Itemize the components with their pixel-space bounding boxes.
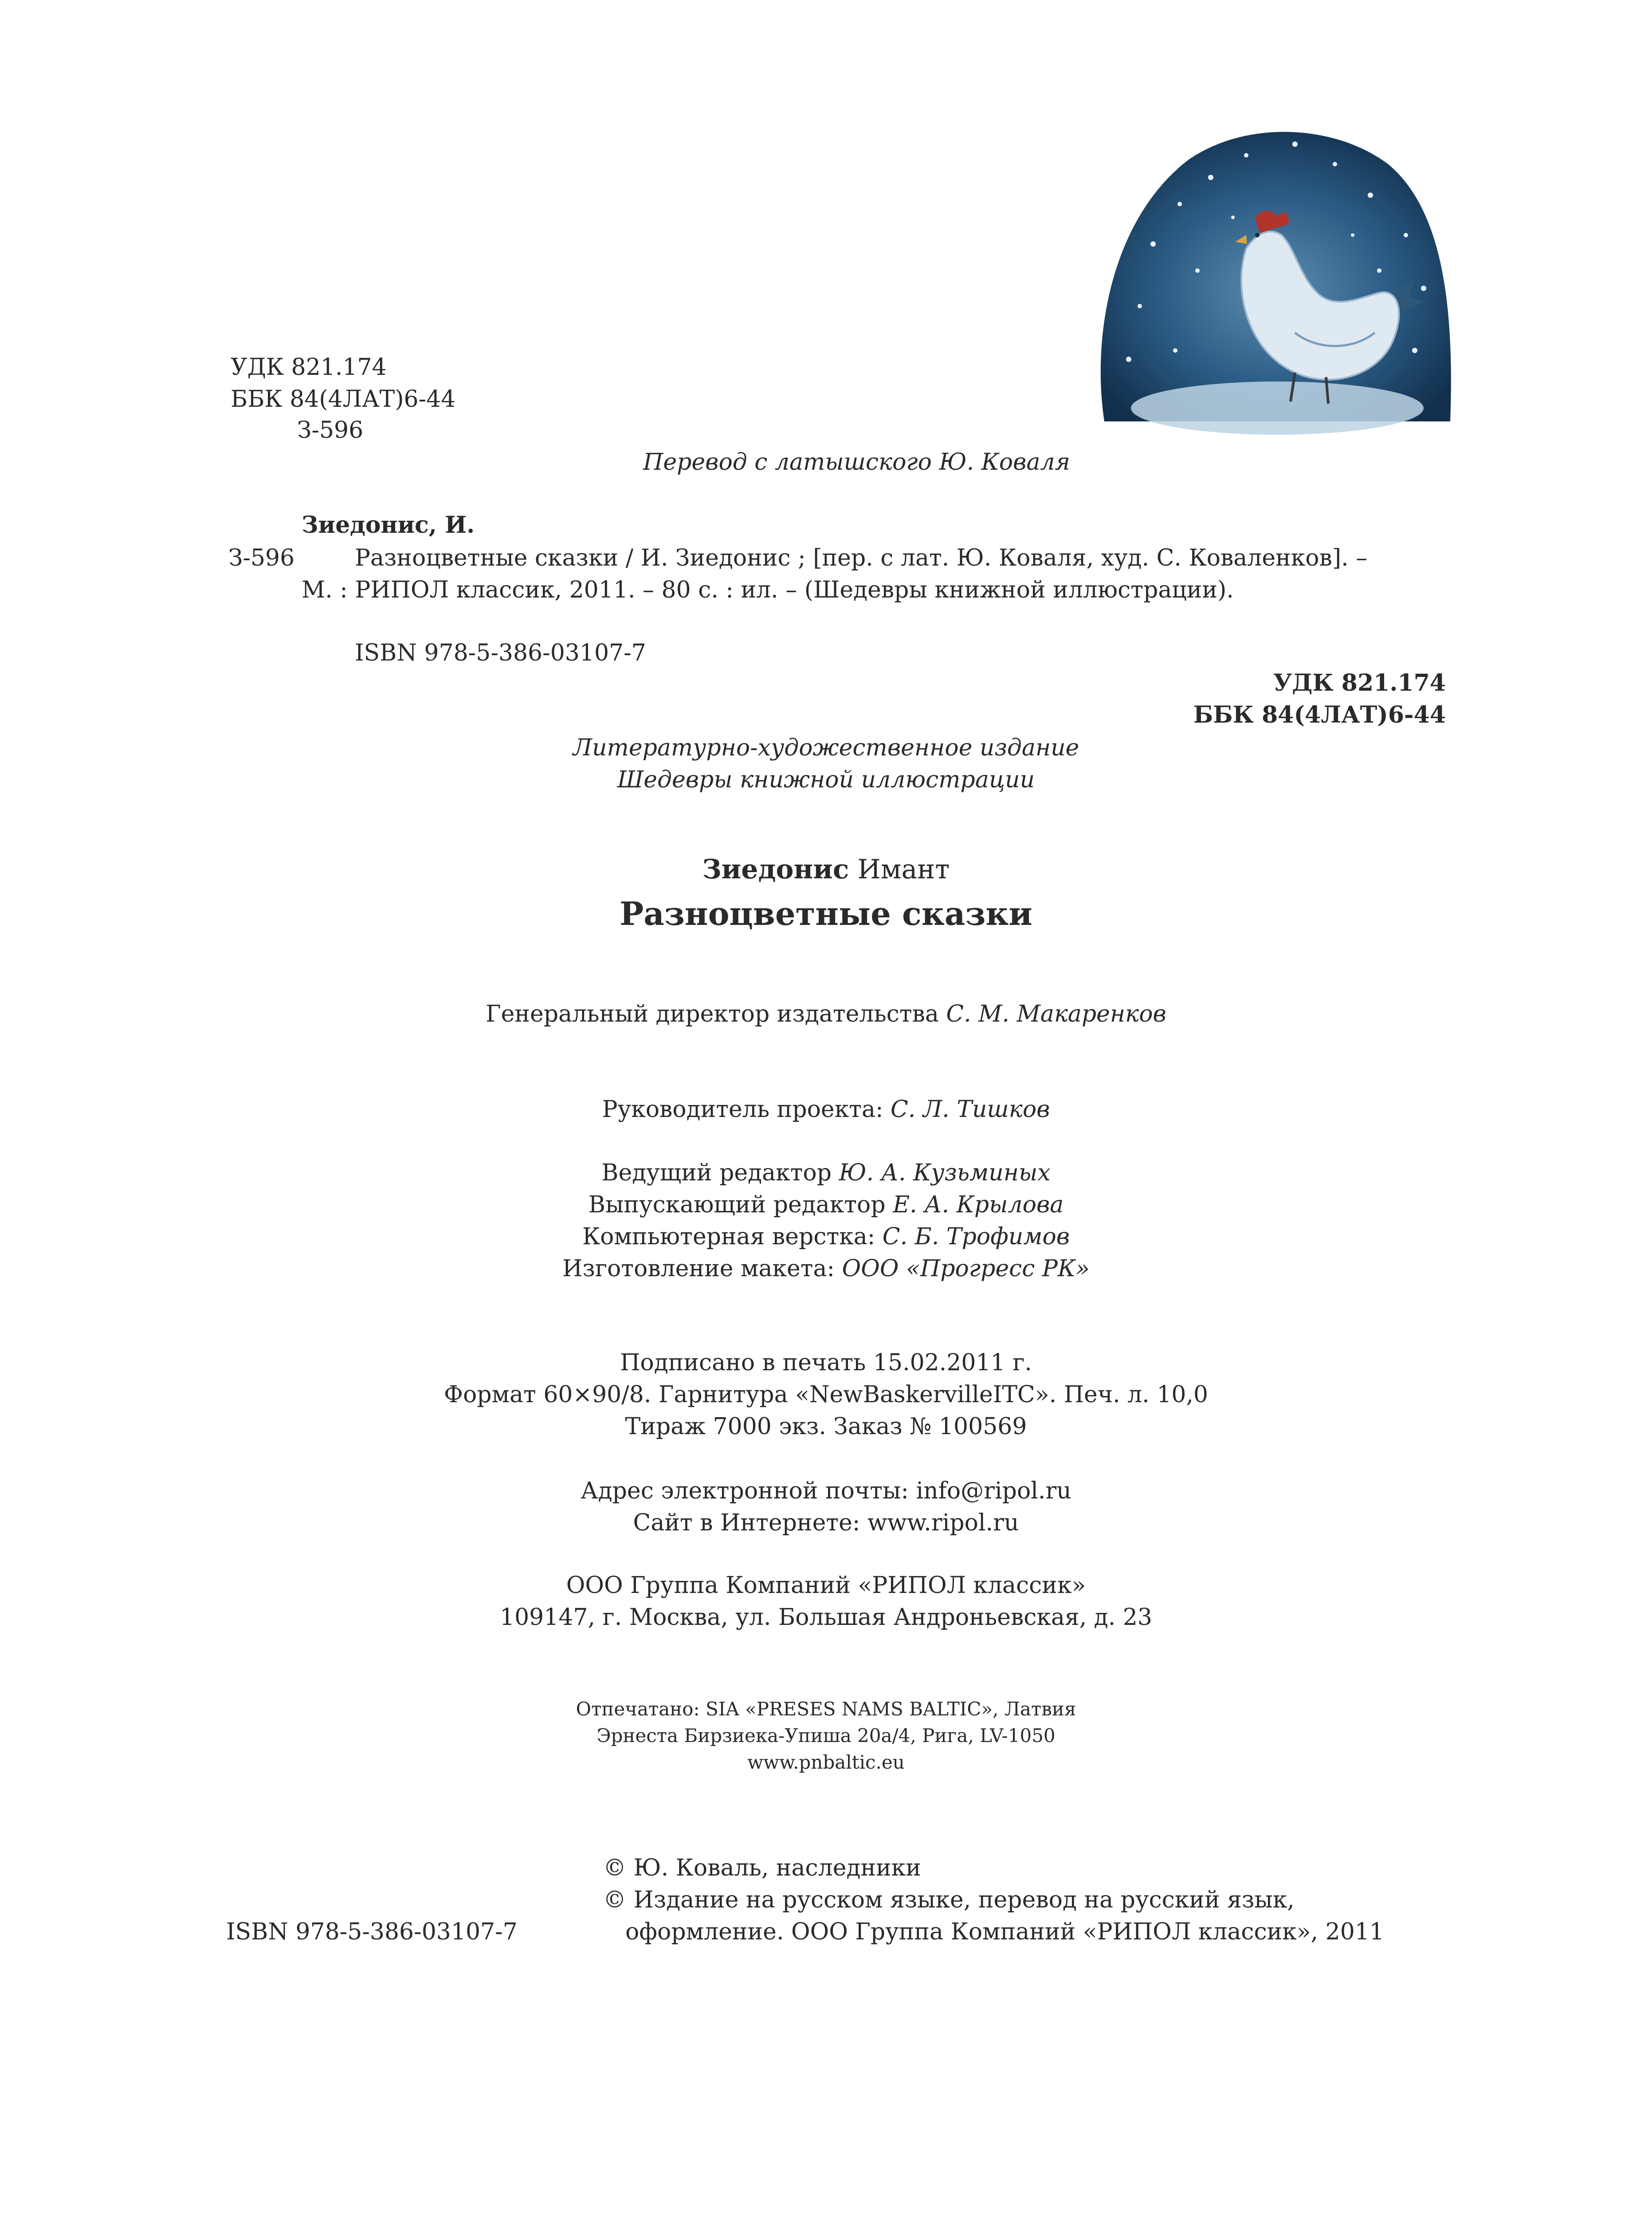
mockup-line (0, 1253, 1652, 1285)
release-editor-name: Е. А. Крылова (893, 1192, 1064, 1218)
format-info: Формат 60×90/8. Гарнитура «NewBaskervilleITC». Печ. л. 10,0 (443, 1381, 1209, 1408)
director-name: С. М. Макаренков (946, 1001, 1166, 1027)
lead-editor-label: Ведущий редактор (601, 1160, 832, 1186)
edition-series: Шедевры книжной иллюстрации (617, 767, 1035, 793)
release-editor-label: Выпускающий редактор (588, 1192, 886, 1218)
printer-line-1: Отпечатано: SIA «PRESES NAMS BALTIC», Латвия (576, 1698, 1076, 1720)
edition-type: Литературно-художественное издание (573, 735, 1079, 761)
author-line (0, 852, 1652, 887)
catalog-heading: Зиедонис, И. (302, 511, 475, 539)
mockup-label: Изготовление макета: (562, 1255, 835, 1282)
mockup-name: ООО «Прогресс РК» (842, 1255, 1090, 1282)
site-line: Сайт в Интернете: www.ripol.ru (633, 1510, 1019, 1536)
printer-line-3: www.pnbaltic.eu (747, 1751, 905, 1773)
footer-isbn: ISBN 978-5-386-03107-7 (226, 1919, 518, 1945)
copyright-line-2: © Издание на русском языке, перевод на русский язык, (603, 1887, 1295, 1913)
snow-ground (1131, 381, 1424, 435)
publisher-address: 109147, г. Москва, ул. Большая Андроньевская, д. 23 (499, 1604, 1152, 1631)
layout-label: Компьютерная верстка: (582, 1223, 875, 1250)
project-name: С. Л. Тишков (891, 1096, 1050, 1123)
catalog-mark: З-596 (228, 545, 295, 571)
lead-editor-name: Ю. А. Кузьминых (839, 1160, 1051, 1186)
bbk-code: ББК 84(4ЛАТ)6-44 (231, 386, 456, 413)
author-surname: Зиедонис (702, 854, 849, 885)
publisher-name: ООО Группа Компаний «РИПОЛ классик» (566, 1572, 1086, 1599)
layout-line (0, 1221, 1652, 1253)
lead-editor-line (0, 1157, 1652, 1189)
director-line (0, 998, 1652, 1030)
email-line: Адрес электронной почты: info@ripol.ru (581, 1478, 1071, 1504)
hen-illustration (1087, 102, 1459, 448)
release-editor-line (0, 1189, 1652, 1221)
project-label: Руководитель проекта: (602, 1096, 883, 1123)
printer-line-2: Эрнеста Бирзиека-Упиша 20а/4, Рига, LV-1050 (596, 1725, 1056, 1746)
project-line (0, 1093, 1652, 1125)
run-info: Тираж 7000 экз. Заказ № 100569 (625, 1413, 1027, 1440)
director-label: Генеральный директор издательства (486, 1001, 939, 1027)
catalog-line-1: Разноцветные сказки / И. Зиедонис ; [пер. с лат. Ю. Коваля, худ. С. Коваленков]. – (355, 545, 1368, 571)
catalog-bbk: ББК 84(4ЛАТ)6-44 (1193, 701, 1446, 728)
layout-name: С. Б. Трофимов (882, 1223, 1070, 1250)
book-title: Разноцветные сказки (620, 895, 1032, 932)
copyright-line-1: © Ю. Коваль, наследники (603, 1855, 921, 1881)
signed-to-print: Подписано в печать 15.02.2011 г. (620, 1349, 1032, 1376)
author-mark: З-596 (297, 417, 364, 444)
catalog-udk: УДК 821.174 (1273, 669, 1446, 696)
catalog-isbn: ISBN 978-5-386-03107-7 (355, 640, 646, 666)
translation-note: Перевод с латышского Ю. Коваля (643, 449, 1070, 476)
udk-code: УДК 821.174 (231, 354, 387, 381)
catalog-line-2: М. : РИПОЛ классик, 2011. – 80 с. : ил. – (Шедевры книжной иллюстрации). (302, 577, 1234, 603)
author-name: Имант (857, 854, 950, 885)
copyright-line-3: оформление. ООО Группа Компаний «РИПОЛ классик», 2011 (625, 1919, 1384, 1945)
